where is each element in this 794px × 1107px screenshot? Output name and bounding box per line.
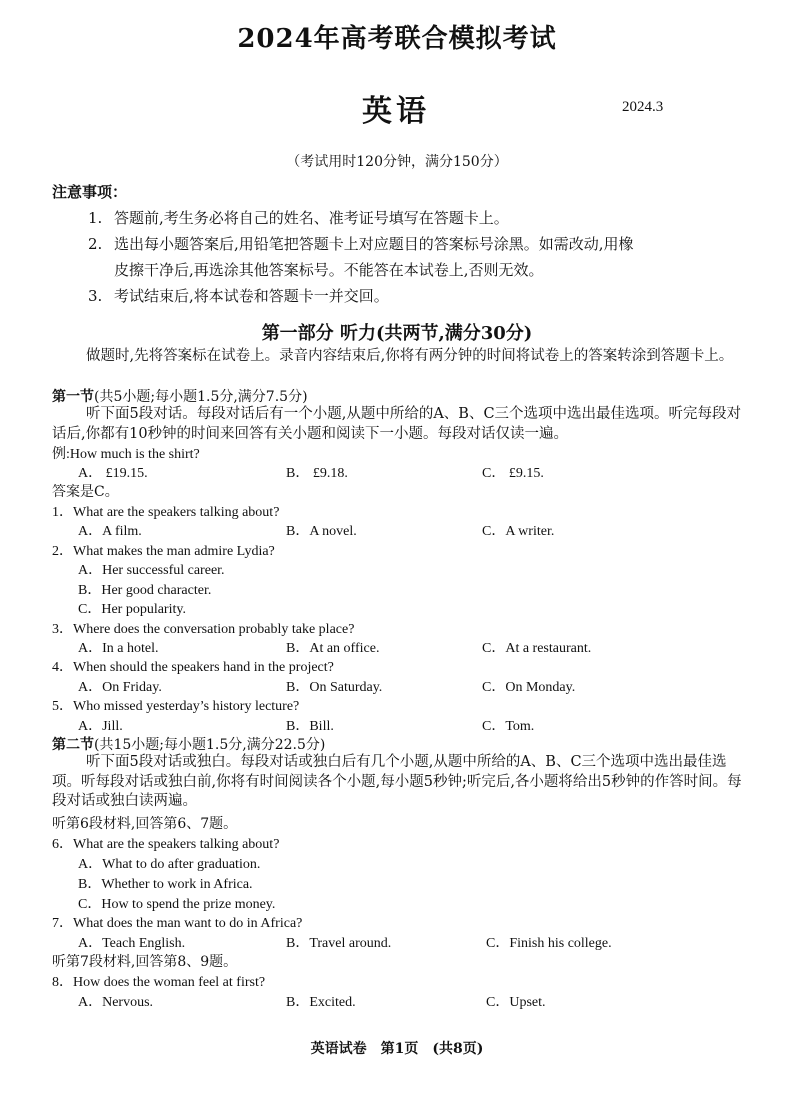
q4-option-b: B．On Saturday.: [286, 680, 383, 695]
example-answer: 答案是C。: [52, 484, 119, 500]
subject-title: 英语: [362, 94, 430, 129]
example-option-c: C． £9.15.: [482, 466, 544, 481]
q6-option-a: A．What to do after graduation.: [78, 857, 261, 872]
q2-option-b: B．Her good character.: [78, 583, 212, 598]
q1-option-a: A．A film.: [78, 524, 142, 539]
q3-option-b: B．At an office.: [286, 641, 380, 656]
exam-title: 2024年高考联合模拟考试: [237, 24, 557, 54]
question-8: 8．How does the woman feel at first?: [52, 975, 266, 990]
q5-option-a: A．Jill.: [78, 719, 123, 734]
notice-title: 注意事项：: [52, 183, 128, 201]
section2-heading: [52, 734, 325, 754]
q1-option-c: C．A writer.: [482, 524, 555, 539]
notice-item-3: [88, 283, 758, 309]
notice-item-number: 3.: [88, 287, 103, 305]
section1-heading: [52, 386, 308, 406]
page-footer: 英语试卷 第1页 (共8页): [310, 1041, 484, 1057]
q2-option-c: C．Her popularity.: [78, 602, 186, 617]
q5-option-b: B．Bill.: [286, 719, 334, 734]
example-question: 例:How much is the shirt?: [52, 447, 200, 462]
section2-intro: 听下面5段对话或独白。每段对话或独白后有几个小题,从题中所给的A、B、C三个选项中选出最佳选项。听每段对话或独白前,你将有时间阅读各个小题,每小题5秒钟;听完后,各小题将给出5秒钟的作答时间。每段对话或独白读两遍。: [52, 754, 742, 809]
part1-title: 第一部分 听力(共两节,满分30分): [261, 323, 533, 344]
q3-option-a: A．In a hotel.: [78, 641, 159, 656]
question-6: 6．What are the speakers talking about?: [52, 837, 280, 852]
notice-item-continuation: 皮擦干净后,再选涂其他答案标号。不能答在本试卷上,否则无效。: [114, 261, 544, 279]
notice-item-text: 选出每小题答案后,用铅笔把答题卡上对应题目的答案标号涂黑。如需改动,用橡: [114, 235, 634, 253]
material-7-instruction: 听第7段材料,回答第8、9题。: [52, 954, 238, 970]
q5-option-c: C．Tom.: [482, 719, 535, 734]
example-option-a: A． £19.15.: [78, 466, 148, 481]
question-7: 7．What does the man want to do in Africa?: [52, 916, 303, 931]
q7-option-a: A．Teach English.: [78, 936, 186, 951]
notice-item-2: [88, 231, 758, 283]
q1-option-b: B．A novel.: [286, 524, 357, 539]
q8-option-c: C．Upset.: [486, 995, 546, 1010]
q7-option-c: C．Finish his college.: [486, 936, 612, 951]
section1-intro: 听下面5段对话。每段对话后有一个小题,从题中所给的A、B、C三个选项中选出最佳选项。听完每段对话后,你都有10秒钟的时间来回答有关小题和阅读下一小题。每段对话仅读一遍。: [52, 406, 742, 442]
notice-item-text: 考试结束后,将本试卷和答题卡一并交回。: [114, 287, 389, 305]
q2-option-a: A．Her successful career.: [78, 563, 225, 578]
question-4: 4．When should the speakers hand in the project?: [52, 660, 334, 675]
q6-option-c: C．How to spend the prize money.: [78, 897, 276, 912]
q4-option-c: C．On Monday.: [482, 680, 576, 695]
q3-option-c: C．At a restaurant.: [482, 641, 592, 656]
notice-item-text: 答题前,考生务必将自己的姓名、准考证号填写在答题卡上。: [114, 209, 509, 227]
exam-info: （考试用时120分钟，满分150分）: [286, 154, 508, 170]
exam-date: 2024.3: [622, 99, 664, 115]
section2-title: 第二节: [52, 737, 94, 753]
q7-option-b: B．Travel around.: [286, 936, 392, 951]
question-1: 1．What are the speakers talking about?: [52, 505, 280, 520]
part1-intro: 做题时,先将答案标在试卷上。录音内容结束后,你将有两分钟的时间将试卷上的答案转涂到答题卡上。: [86, 348, 734, 364]
question-2: 2．What makes the man admire Lydia?: [52, 544, 275, 559]
material-6-instruction: 听第6段材料,回答第6、7题。: [52, 816, 238, 832]
example-option-b: B． £9.18.: [286, 466, 348, 481]
q8-option-a: A．Nervous.: [78, 995, 154, 1010]
question-3: 3．Where does the conversation probably take place?: [52, 622, 355, 637]
section1-title: 第一节: [52, 389, 94, 405]
notice-item-1: [88, 205, 758, 231]
q6-option-b: B．Whether to work in Africa.: [78, 877, 253, 892]
notice-item-number: 1.: [88, 209, 103, 227]
q8-option-b: B．Excited.: [286, 995, 356, 1010]
q4-option-a: A．On Friday.: [78, 680, 162, 695]
section1-note: (共5小题;每小题1.5分,满分7.5分): [94, 389, 308, 405]
question-5: 5．Who missed yesterday’s history lecture?: [52, 699, 300, 714]
section2-note: (共15小题;每小题1.5分,满分22.5分): [94, 737, 326, 753]
notice-item-number: 2.: [88, 235, 103, 253]
